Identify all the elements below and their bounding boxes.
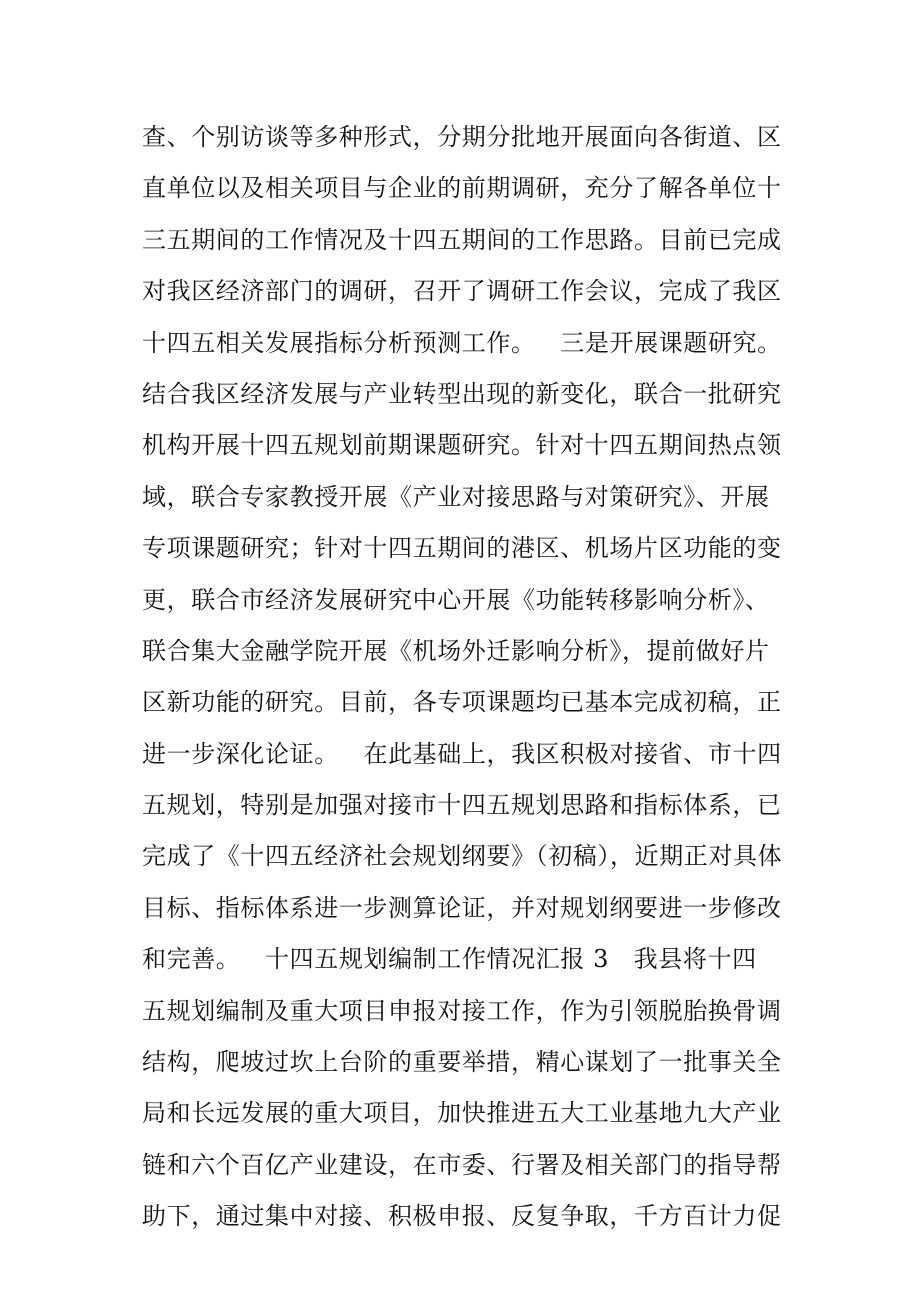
text-line: 三五期间的工作情况及十四五期间的工作思路。目前已完成 [142,225,782,254]
text-line: 机构开展十四五规划前期课题研究。针对十四五期间热点领 [142,431,782,460]
text-line: 专项课题研究；针对十四五期间的港区、机场片区功能的变 [142,534,782,563]
text-line: 结构，爬坡过坎上台阶的重要举措，精心谋划了一批事关全 [142,1048,782,1077]
text-line: 查、个别访谈等多种形式，分期分批地开展面向各街道、区 [142,123,782,151]
body-text [142,112,822,1243]
text-line: 五规划编制及重大项目申报对接工作，作为引领脱胎换骨调 [142,996,782,1025]
text-line: 助下，通过集中对接、积极申报、反复争取，千方百计力促 [142,1202,782,1231]
text-line: 域，联合专家教授开展《产业对接思路与对策研究》、开展 [142,482,770,511]
text-line: 五规划，特别是加强对接市十四五规划思路和指标体系，已 [142,791,782,820]
text-line: 完成了《十四五经济社会规划纲要》（初稿），近期正对具体 [142,842,783,871]
text-line: 和完善。 十四五规划编制工作情况汇报 3 我县将十四 [142,945,757,974]
text-line: 直单位以及相关项目与企业的前期调研，充分了解各单位十 [142,174,782,203]
text-line: 更，联合市经济发展研究中心开展《功能转移影响分析》、 [142,585,770,614]
text-line: 目标、指标体系进一步测算论证，并对规划纲要进一步修改 [142,893,782,922]
text-line: 十四五相关发展指标分析预测工作。 三是开展课题研究。 [142,328,782,357]
text-line: 链和六个百亿产业建设，在市委、行署及相关部门的指导帮 [142,1150,782,1179]
text-line: 结合我区经济发展与产业转型出现的新变化，联合一批研究 [142,379,782,408]
text-line: 进一步深化论证。 在此基础上，我区积极对接省、市十四 [142,739,782,768]
text-line: 对我区经济部门的调研，召开了调研工作会议，完成了我区 [142,277,782,306]
text-line: 区新功能的研究。目前，各专项课题均已基本完成初稿，正 [142,688,782,717]
text-line: 局和长远发展的重大项目，加快推进五大工业基地九大产业 [142,1099,782,1128]
text-line: 联合集大金融学院开展《机场外迁影响分析》，提前做好片 [142,636,770,665]
